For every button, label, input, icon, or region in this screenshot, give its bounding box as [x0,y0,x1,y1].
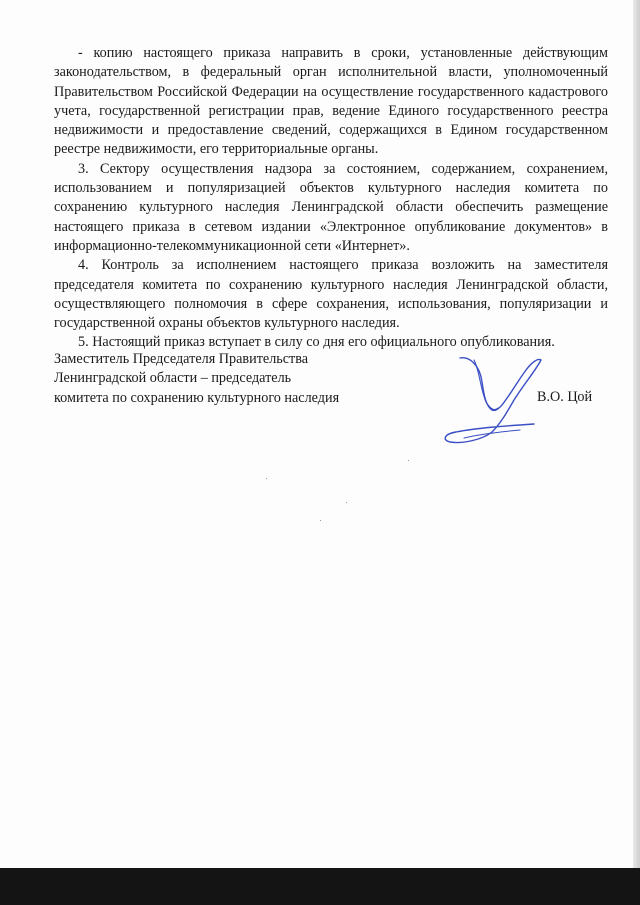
paragraph-item-5: 5. Настоящий приказ вступает в силу со дня его официального опубликования. [78,334,555,351]
scan-speck [320,520,321,521]
signatory-position [54,350,339,408]
paragraph-item-3: 3. Сектору осуществления надзора за состоянием, содержанием, сохранением, использованием и популяризацией объектов культурного наследия комитета по сохранению культурного наследия Ленинградской области обеспечить размещение настоящего приказа в сетевом издании «Электронное опубликование документов» в информационно-телекоммуникационной сети «Интернет». [54,160,608,254]
scan-bottom-border [0,868,640,905]
scan-speck [266,478,267,479]
position-line: комитета по сохранению культурного наследия [54,389,340,406]
paragraph-item-4: 4. Контроль за исполнением настоящего приказа возложить на заместителя председателя комитета по сохранению культурного наследия Ленинградской области, осуществляющего полномочия в сфере сохранения, использования, популяризации и государственной охраны объектов культурного наследия. [54,257,608,332]
scan-speck [408,460,409,461]
position-line: Заместитель Председателя Правительства [54,351,309,367]
scan-edge-shadow [633,0,640,868]
signer-name: В.О. Цой [537,389,593,405]
paragraph-copy-direction: - копию настоящего приказа направить в сроки, установленные действующим законодательством, в федеральный орган исполнительной власти, уполномоченный Правительством Российской Федерации на осуществление государственного кадастрового учета, государственной регистрации прав, ведение Единого государственного реестра недвижимости и предоставление сведений, содержащихся в Едином государственном реестре недвижимости, его территориальные органы. [54,45,608,158]
scan-speck [346,502,347,503]
position-line: Ленинградской области – председатель [54,370,292,387]
handwritten-signature [440,352,550,452]
document-body [54,44,608,353]
